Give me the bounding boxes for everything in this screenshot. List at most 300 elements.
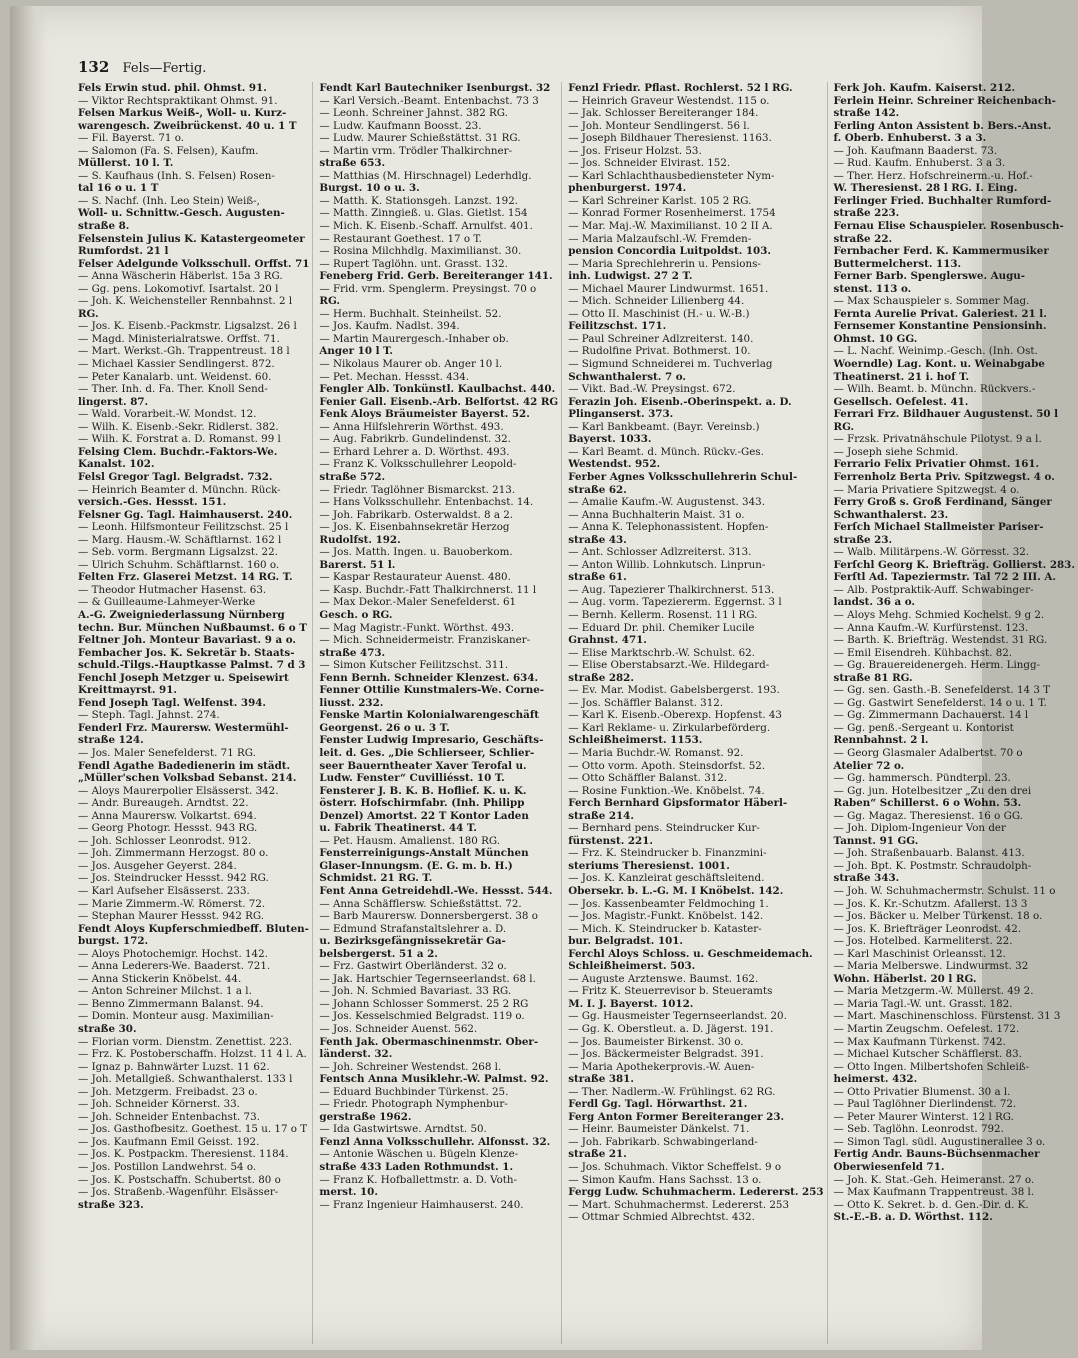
directory-entry-line: — Michael Maurer Lindwurmst. 1651. (568, 282, 769, 295)
directory-entry-line: — Ther. Nadlerm.-W. Frühlingst. 62 RG. (568, 1085, 776, 1098)
directory-entry-line: — Wilh. K. Eisenb.-Sekr. Ridlerst. 382. (78, 420, 279, 433)
directory-entry-line: Müllerst. 10 l. T. (78, 157, 174, 170)
directory-entry-line: — Fil. Bayerst. 71 o. (78, 132, 185, 145)
directory-entry-line: Fenn Bernh. Schneider Klenzest. 634. (319, 671, 539, 684)
directory-entry-line: — Martin Maurergesch.-Inhaber ob. (319, 332, 509, 345)
directory-entry-line: straße 124. (78, 734, 144, 747)
directory-entry-line: — Joh. Fabrikarb. Schwabingerland- (568, 1135, 758, 1148)
directory-entry-line: — Konrad Former Rosenheimerst. 1754 (568, 207, 776, 220)
directory-entry-line: — Franz K. Hofballettmstr. a. D. Voth- (319, 1173, 518, 1186)
directory-entry-line: — Gg. pens. Lokomotivf. Isartalst. 20 l (78, 282, 279, 295)
directory-entry-line: — Maria Melberswe. Lindwurmst. 32 (833, 960, 1029, 973)
directory-entry-line: „Müller'schen Volksbad Sebanst. 214. (78, 772, 297, 785)
directory-entry-line: — Restaurant Goethest. 17 o T. (319, 232, 482, 245)
directory-entry-line: Raben“ Schillerst. 6 o Wohn. 53. (833, 797, 1022, 810)
directory-entry-line: Barerst. 51 l. (319, 558, 396, 571)
directory-entry-line: — Jos. Kaufmann Emil Geisst. 192. (78, 1135, 260, 1148)
directory-entry-line: — Fritz K. Steuerrevisor b. Steueramts (568, 985, 773, 998)
directory-entry-line: Fernau Elise Schauspieler. Rosenbusch- (833, 220, 1064, 233)
directory-entry-line: — Gg. penß.-Sergeant u. Kontorist (833, 721, 1014, 734)
directory-entry-line: länderst. 32. (319, 1048, 393, 1061)
directory-entry-line: Ferrario Felix Privatier Ohmst. 161. (833, 458, 1040, 471)
directory-entry-line: — Eduard Dr. phil. Chemiker Lucile (568, 621, 755, 634)
directory-entry-line: — Franz K. Volksschullehrer Leopold- (319, 458, 517, 471)
page-header (78, 58, 206, 76)
directory-entry-line: — Ulrich Schuhm. Schäftlarnst. 160 o. (78, 558, 280, 571)
directory-entry-line: Fend Joseph Tagl. Welfenst. 394. (78, 696, 267, 709)
directory-entry-line: Theatinerst. 21 i. hof T. (833, 370, 970, 383)
scanned-page (10, 6, 1075, 1350)
directory-entry-line: — Jos. K. Kr.-Schutzm. Afallerst. 13 3 (833, 897, 1028, 910)
directory-entry-line: Ferlein Heinr. Schreiner Reichenbach- (833, 94, 1056, 107)
directory-entry-line: Fengler Alb. Tonkünstl. Kaulbachst. 440. (319, 383, 556, 396)
directory-entry-line: — Joh. Schreiner Westendst. 268 l. (319, 1060, 502, 1073)
directory-entry-line: Ferk Joh. Kaufm. Kaiserst. 212. (833, 82, 1016, 94)
directory-entry-line: — Nikolaus Maurer ob. Anger 10 l. (319, 358, 503, 371)
directory-entry-line: leit. d. Ges. „Die Schlierseer, Schlier- (319, 746, 535, 759)
directory-entry-line: — Anna K. Telephonassistent. Hopfen- (568, 521, 769, 534)
directory-entry-line: — Aug. vorm. Tapeziererm. Eggernst. 3 l (568, 596, 782, 609)
directory-entry-line: Fernsemer Konstantine Pensionsinh. (833, 320, 1047, 333)
directory-entry-line: straße 572. (319, 470, 386, 483)
directory-entry-line: Ferber Agnes Volksschullehrerin Schul- (568, 470, 798, 483)
directory-entry-line: — Maria Sprechlehrerin u. Pensions- (568, 257, 761, 270)
directory-entry-line: Felsenstein Julius K. Katastergeometer (78, 232, 305, 245)
directory-entry-line: — Erhard Lehrer a. D. Wörthst. 493. (319, 445, 510, 458)
directory-entry-line: — Jos. Maler Senefelderst. 71 RG. (78, 746, 256, 759)
directory-entry-line: Kreittmayrst. 91. (78, 684, 177, 697)
directory-entry-line: — Ignaz p. Bahnwärter Luzst. 11 62. (78, 1060, 270, 1073)
directory-entry-line: straße 30. (78, 1023, 137, 1036)
directory-entry-line: M. I. J. Bayerst. 1012. (568, 997, 694, 1010)
directory-entry-line: — Auguste Arztenswe. Baumst. 162. (568, 972, 759, 985)
directory-entry-line: — Karl Reklame- u. Zirkularbeförderg. (568, 721, 771, 734)
directory-entry-line: — Matth. K. Stationsgeh. Lanzst. 192. (319, 194, 519, 207)
directory-entry-line: — Jos. Matth. Ingen. u. Bauoberkom. (319, 546, 513, 559)
directory-entry-line: — Jos. Schäffler Balanst. 312. (568, 696, 724, 709)
directory-entry-line: — Wilh. Beamt. b. Münchn. Rückvers.- (833, 383, 1036, 396)
directory-entry-line: — Karl Maschinist Orleansst. 12. (833, 947, 1006, 960)
directory-entry-line: Fenk Aloys Bräumeister Bayerst. 52. (319, 408, 530, 421)
directory-entry-line: — Georg Photogr. Hessst. 943 RG. (78, 822, 258, 835)
directory-entry-line: — Frid. vrm. Spenglerm. Preysingst. 70 o (319, 282, 537, 295)
directory-entry-line: — Mag Magistr.-Funkt. Wörthst. 493. (319, 621, 515, 634)
directory-entry-line: — Rosina Milchhdlg. Maximilianst. 30. (319, 245, 522, 258)
directory-entry-line: — Frzsk. Privatnähschule Pilotyst. 9 a l. (833, 433, 1042, 446)
directory-entry-line: — Jos. Hotelbed. Karmeliterst. 22. (833, 935, 1013, 948)
directory-entry-line: A.-G. Zweigniederlassung Nürnberg (78, 608, 285, 621)
directory-entry-line: liusst. 232. (319, 696, 384, 709)
page-number: 132 (78, 58, 110, 76)
directory-entry-line: — Joseph siehe Schmid. (833, 445, 959, 458)
directory-entry-line: Westendst. 952. (568, 458, 661, 471)
directory-entry-line: — Frz. K. Postoberschaffn. Holzst. 11 4 l. A. (78, 1048, 307, 1061)
directory-entry-line: — Emil Eisendreh. Kühbachst. 82. (833, 646, 1013, 659)
directory-entry-line: Ferrari Frz. Bildhauer Augustenst. 50 l (833, 408, 1059, 421)
directory-entry-line: — Rosine Funktion.-We. Knöbelst. 74. (568, 784, 765, 797)
directory-entry-line: — Joh. Zimmermann Herzogst. 80 o. (78, 847, 269, 860)
directory-entry-line: — Max Kaufmann Trappentreust. 38 l. (833, 1186, 1035, 1199)
directory-entry-line: — Kasp. Buchdr.-Fatt Thalkirchnerst. 11 l (319, 583, 537, 596)
directory-entry-line: — Joh. K. Stat.-Geh. Heimeranst. 27 o. (833, 1173, 1035, 1186)
directory-entry-line: — Anna Maurersw. Volkartst. 694. (78, 809, 257, 822)
directory-entry-line: Fensterreinigungs-Anstalt München (319, 847, 529, 860)
directory-entry-line: schuld.-Tilgs.-Hauptkasse Palmst. 7 d 3 (78, 659, 306, 672)
directory-entry-line: pension Concordia Luitpoldst. 103. (568, 245, 771, 258)
directory-entry-line: — Karl Aufseher Elsässerst. 233. (78, 885, 250, 897)
directory-entry-line: Woll- u. Schnittw.-Gesch. Augusten- (78, 207, 285, 220)
directory-entry-line: Ferling Anton Assistent b. Bers.-Anst. (833, 119, 1052, 132)
directory-entry-line: u. Bezirksgefängnissekretär Ga- (319, 935, 506, 948)
directory-entry-line: Fenster Ludwig Impresario, Geschäfts- (319, 734, 544, 747)
directory-entry-line: Schmidst. 21 RG. T. (319, 872, 433, 885)
directory-entry-line: burgst. 172. (78, 935, 149, 948)
directory-entry-line: — Gg. Magaz. Theresienst. 16 o GG. (833, 809, 1023, 822)
directory-entry-line: tal 16 o u. 1 T (78, 182, 159, 195)
directory-entry-line: — Benno Zimmermann Balanst. 94. (78, 997, 264, 1010)
directory-entry-line: Fernbacher Ferd. K. Kammermusiker (833, 245, 1049, 258)
directory-entry-line: straße 473. (319, 646, 386, 659)
directory-entry-line: — Joh. Straßenbauarb. Balanst. 413. (833, 847, 1025, 860)
directory-entry-line: — Walb. Militärpens.-W. Görresst. 32. (833, 546, 1030, 559)
directory-entry-line: — Karl Versich.-Beamt. Entenbachst. 73 3 (319, 94, 539, 107)
directory-entry-line: — Anna Wäscherin Häberlst. 15a 3 RG. (78, 270, 283, 283)
directory-entry-line: f. Oberb. Enhuberst. 3 a 3. (833, 132, 987, 145)
directory-entry-line: Ferner Barb. Spenglerswe. Augu- (833, 270, 1026, 283)
directory-entry-line: — Florian vorm. Dienstm. Zenettist. 223. (78, 1035, 293, 1048)
directory-entry-line: — Jos. Schneider Elvirast. 152. (568, 157, 731, 170)
directory-entry-line: — Anna Stickerin Knöbelst. 44. (78, 972, 242, 985)
directory-entry-line: straße 62. (568, 483, 627, 496)
directory-entry-line: — Ev. Mar. Modist. Gabelsbergerst. 193. (568, 684, 780, 697)
directory-entry-line: — Simon Kaufm. Hans Sachsst. 13 o. (568, 1173, 762, 1186)
directory-entry-line: Fendt Aloys Kupferschmiedbeff. Bluten- (78, 922, 309, 935)
directory-entry-line: — Mich. Schneider Lilienberg 44. (568, 295, 745, 308)
directory-entry-line: RG. (833, 420, 855, 433)
directory-entry-line: Fenske Martin Kolonialwarengeschäft (319, 709, 540, 722)
directory-entry-line: Schwanthalerst. 7 o. (568, 370, 686, 383)
directory-entry-line: Ferſch Michael Stallmeister Pariser- (833, 521, 1044, 534)
directory-entry-line: u. Fabrik Theatinerst. 44 T. (319, 822, 477, 835)
directory-entry-line: — Magd. Ministerialratswe. Orffst. 71. (78, 332, 280, 345)
directory-entry-line: — Joh. Bpt. K. Postmstr. Schraudolph- (833, 859, 1032, 872)
directory-entry-line: — Joh. K. Weichensteller Rennbahnst. 2 l (78, 295, 293, 308)
directory-entry-line: — Joh. Schneider Körnerst. 33. (78, 1098, 240, 1111)
directory-entry-line: — Otto K. Sekret. b. d. Gen.-Dir. d. K. (833, 1198, 1029, 1211)
directory-entry-line: — Wald. Vorarbeit.-W. Mondst. 12. (78, 408, 257, 421)
directory-entry-line: Georgenst. 26 o u. 3 T. (319, 721, 450, 734)
directory-entry-line: — Edmund Strafanstaltslehrer a. D. (319, 922, 507, 935)
directory-entry-line: straße 282. (568, 671, 634, 684)
directory-entry-line: — Ther. Herz. Hofschreinerm.-u. Hof.- (833, 169, 1033, 182)
directory-entry-line: — Viktor Rechtspraktikant Ohmst. 91. (78, 94, 278, 107)
directory-entry-line: inh. Ludwigst. 27 2 T. (568, 270, 693, 283)
directory-entry-line: Woerndle) Lag. Kont. u. Weinabgabe (833, 358, 1045, 371)
directory-entry-line: — Stephan Maurer Hessst. 942 RG. (78, 910, 265, 923)
directory-entry-line: — Vikt. Bad.-W. Preysingst. 672. (568, 383, 736, 396)
directory-entry-line: — Joh. W. Schuhmachermstr. Schulst. 11 o (833, 885, 1056, 897)
directory-entry-line: Ferchl Aloys Schloss. u. Geschmeidemach. (568, 947, 813, 960)
directory-entry-line: Feltner Joh. Monteur Bavariast. 9 a o. (78, 634, 297, 647)
directory-entry-line: — Gg. Brauereidenergeh. Herm. Lingg- (833, 659, 1041, 672)
directory-entry-line: W. Theresienst. 28 l RG. I. Eing. (833, 182, 1018, 195)
directory-entry-line: Plinganserst. 373. (568, 408, 674, 421)
directory-entry-line: — Barb Maurersw. Donnersbergerst. 38 o (319, 910, 538, 923)
directory-entry-line: Felsner Gg. Tagl. Haimhauserst. 240. (78, 508, 293, 521)
directory-entry-line: — Jos. Straßenb.-Wagenführ. Elsässer- (78, 1186, 279, 1199)
directory-column-4 (834, 82, 1078, 1344)
directory-entry-line: — Jos. Schuhmach. Viktor Scheffelst. 9 o (568, 1161, 782, 1174)
directory-entry-line: — Johann Schlosser Sommerst. 25 2 RG (319, 997, 529, 1010)
directory-entry-line: Wohn. Häberlst. 20 l RG. (833, 972, 977, 985)
directory-entry-line: steriums Theresienst. 1001. (568, 859, 730, 872)
directory-entry-line: — Ida Gastwirtswe. Arndtst. 50. (319, 1123, 487, 1136)
directory-entry-line: — Amalie Kaufm.-W. Augustenst. 343. (568, 496, 765, 509)
directory-entry-line: — Jos. Steindrucker Hessst. 942 RG. (78, 872, 269, 885)
directory-entry-line: — & Guilleaume-Lahmeyer-Werke (78, 596, 256, 609)
directory-entry-line: Rudolfst. 192. (319, 533, 401, 546)
directory-entry-line: straße 142. (833, 107, 900, 120)
directory-entry-line: straße 23. (833, 533, 893, 546)
directory-entry-line: — Leonh. Schreiner Jahnst. 382 RG. (319, 107, 508, 120)
directory-entry-line: — Joh. Fabrikarb. Osterwaldst. 8 a 2. (319, 508, 514, 521)
directory-entry-line: belsbergerst. 51 a 2. (319, 947, 438, 960)
directory-entry-line: St.-E.-B. a. D. Wörthst. 112. (833, 1211, 993, 1224)
directory-entry-line: Fenchl Joseph Metzger u. Speisewirt (78, 671, 289, 684)
directory-entry-line: — Bernhard pens. Steindrucker Kur- (568, 822, 760, 835)
directory-entry-line: — Otto Ingen. Milbertshofen Schleiß- (833, 1060, 1030, 1073)
directory-entry-line: straße 381. (568, 1073, 634, 1086)
directory-column-3 (568, 82, 827, 1344)
directory-entry-line: Fenth Jak. Obermaschinenmstr. Ober- (319, 1035, 539, 1048)
directory-entry-line: Felser Adelgunde Volksschull. Orffst. 71 (78, 257, 310, 270)
directory-entry-line: — Gg. Hausmeister Tegernseerlandst. 20. (568, 1010, 787, 1023)
directory-entry-line: — Karl Bankbeamt. (Bayr. Vereinsb.) (568, 420, 760, 433)
directory-entry-line: Fenier Gall. Eisenb.-Arb. Belfortst. 42 RG (319, 395, 559, 408)
directory-entry-line: Schleißheimerst. 503. (568, 960, 696, 973)
directory-entry-line: Ferrenholz Berta Priv. Spitzwegst. 4 o. (833, 470, 1055, 483)
directory-entry-line: Ferſtl Ad. Tapeziermstr. Tal 72 2 III. A. (833, 571, 1056, 584)
directory-entry-line: — Joh. Diplom-Ingenieur Von der (833, 822, 1006, 835)
directory-entry-line: Ohmst. 10 GG. (833, 332, 918, 345)
directory-entry-line: — Simon Kutscher Feilitzschst. 311. (319, 659, 509, 672)
directory-entry-line: — Anna Lederers-We. Baaderst. 721. (78, 960, 271, 973)
directory-entry-line: — Ludw. Maurer Schießstättst. 31 RG. (319, 132, 521, 145)
directory-entry-line: Oberwiesenfeld 71. (833, 1161, 945, 1174)
directory-entry-line: — Seb. vorm. Bergmann Ligsalzst. 22. (78, 546, 278, 559)
directory-entry-line: — L. Nachf. Weinimp.-Gesch. (Inh. Ost. (833, 345, 1038, 358)
directory-entry-line: — Michael Kutscher Schäfflerst. 83. (833, 1048, 1022, 1061)
directory-entry-line: — Ottmar Schmied Albrechtst. 432. (568, 1211, 755, 1224)
directory-entry-line: — Maria Privatiere Spitzwegst. 4 o. (833, 483, 1020, 496)
directory-entry-line: Bayerst. 1033. (568, 433, 652, 446)
directory-entry-line: — Jos. Friseur Holzst. 53. (568, 144, 702, 157)
directory-entry-line: warengesch. Zweibrückenst. 40 u. 1 T (78, 119, 297, 132)
directory-entry-line: — Joh. Monteur Sendlingerst. 56 l. (568, 119, 750, 132)
directory-entry-line: — Mich. Schneidermeistr. Franziskaner- (319, 634, 531, 647)
directory-entry-line: österr. Hofschirmfabr. (Inh. Philipp (319, 797, 525, 810)
directory-entry-line: — Otto vorm. Apoth. Steinsdorfst. 52. (568, 759, 766, 772)
directory-entry-line: — Jos. K. Postschaffn. Schubertst. 80 o (78, 1173, 281, 1186)
directory-entry-line: Rennbahnst. 2 l. (833, 734, 929, 747)
directory-entry-line: — Ant. Schlosser Adlzreiterst. 313. (568, 546, 752, 559)
directory-entry-line: — Maria Malzaufschl.-W. Fremden- (568, 232, 752, 245)
directory-entry-line: — Gg. sen. Gasth.-B. Senefelderst. 14 3 T (833, 684, 1051, 697)
directory-entry-line: Schwanthalerst. 23. (833, 508, 949, 521)
directory-entry-line: — Gg. K. Oberstleut. a. D. Jägerst. 191. (568, 1023, 774, 1036)
directory-entry-line: — Jos. K. Postpackm. Theresienst. 1184. (78, 1148, 289, 1161)
directory-entry-line: fürstenst. 221. (568, 834, 653, 847)
directory-entry-line: straße 343. (833, 872, 900, 885)
directory-entry-line: — Martin vrm. Trödler Thalkirchner- (319, 144, 513, 157)
directory-entry-line: Fendt Karl Bautechniker Isenburgst. 32 (319, 82, 551, 94)
directory-entry-line: — Martin Zeugschm. Oefelest. 172. (833, 1023, 1020, 1036)
directory-entry-line: — Gg. Zimmermann Dachauerst. 14 l (833, 709, 1029, 722)
directory-entry-line: — Ludw. Kaufmann Boosst. 23. (319, 119, 482, 132)
directory-entry-line: Ferdl Gg. Tagl. Hörwarthst. 21. (568, 1098, 748, 1111)
directory-entry-line: — Barth. K. Briefträg. Westendst. 31 RG. (833, 634, 1048, 647)
directory-entry-line: — Joh. Schlosser Leonrodst. 912. (78, 834, 252, 847)
directory-entry-line: straße 21. (568, 1148, 627, 1161)
directory-entry-line: Rumfordst. 21 l (78, 245, 169, 258)
page-running-head: Fels—Fertig. (122, 61, 207, 76)
directory-entry-line: — Matth. Zinngieß. u. Glas. Gietlst. 154 (319, 207, 528, 220)
directory-entry-line: — Maria Tagl.-W. unt. Grasst. 182. (833, 997, 1013, 1010)
directory-entry-line: straße 43. (568, 533, 627, 546)
directory-entry-line: — Aug. Fabrikrb. Gundelindenst. 32. (319, 433, 511, 446)
directory-entry-line: RG. (78, 307, 99, 320)
directory-entry-line: Tannst. 91 GG. (833, 834, 919, 847)
directory-entry-line: — Jak. Hartschier Tegernseerlandst. 68 l. (319, 972, 536, 985)
directory-entry-line: Fembacher Jos. K. Sekretär b. Staats- (78, 646, 295, 659)
directory-entry-line: — Frz. Gastwirt Oberländerst. 32 o. (319, 960, 507, 973)
directory-entry-line: Kanalst. 102. (78, 458, 155, 471)
directory-entry-line: Burgst. 10 o u. 3. (319, 182, 420, 195)
directory-entry-line: — Hans Volksschullehr. Entenbachst. 14. (319, 496, 534, 509)
directory-entry-line: — Otto Schäffler Balanst. 312. (568, 772, 728, 785)
directory-entry-line: techn. Bur. München Nußbaumst. 6 o T (78, 621, 307, 634)
directory-entry-line: — Gg. hammersch. Pündterpl. 23. (833, 772, 1011, 785)
directory-entry-line: — Maria Buchdr.-W. Romanst. 92. (568, 746, 744, 759)
directory-entry-line: — Karl Schreiner Karlst. 105 2 RG. (568, 194, 752, 207)
directory-entry-line: — Jos. K. Eisenbahnsekretär Herzog (319, 521, 510, 534)
directory-entry-line: — Jos. Kassenbeamter Feldmoching 1. (568, 897, 769, 910)
directory-entry-line: — Pet. Mechan. Hessst. 434. (319, 370, 470, 383)
directory-entry-line: — Jos. Baumeister Birkenst. 30 o. (568, 1035, 744, 1048)
directory-entry-line: — S. Nachf. (Inh. Leo Stein) Weiß-, (78, 194, 260, 207)
directory-entry-line: — Max Dekor.-Maler Senefelderst. 61 (319, 596, 517, 609)
directory-entry-line: — Andr. Bureaugeh. Arndtst. 22. (78, 797, 249, 810)
directory-entry-line: Grahnst. 471. (568, 634, 647, 647)
directory-entry-line: — Ther. Inh. d. Fa. Ther. Knoll Send- (78, 383, 268, 396)
directory-entry-line: — Joh. N. Schmied Bavariast. 33 RG. (319, 985, 512, 998)
directory-entry-line: seer Bauerntheater Xaver Terofal u. (319, 759, 527, 772)
directory-entry-line: — Aloys Mehg. Schmied Kochelst. 9 g 2. (833, 608, 1045, 621)
directory-entry-line: — Jos. Kesselschmied Belgradst. 119 o. (319, 1010, 525, 1023)
directory-entry-line: Ferg Anton Former Bereiteranger 23. (568, 1110, 785, 1123)
directory-entry-line: — Joh. Schneider Entenbachst. 73. (78, 1110, 260, 1123)
directory-entry-line: stenst. 113 o. (833, 282, 912, 295)
directory-entry-line: Fent Anna Getreidehdl.-We. Hessst. 544. (319, 885, 553, 897)
directory-entry-line: Fentsch Anna Musiklehr.-W. Palmst. 92. (319, 1073, 549, 1086)
directory-entry-line: gerstraße 1962. (319, 1110, 412, 1123)
directory-entry-line: — Alb. Postpraktik-Auff. Schwabinger- (833, 583, 1034, 596)
directory-entry-line: — Heinrich Beamter d. Münchn. Rück- (78, 483, 281, 496)
directory-entry-line: — Aloys Photochemigr. Hochst. 142. (78, 947, 268, 960)
directory-entry-line: Felsing Clem. Buchdr.-Faktors-We. (78, 445, 278, 458)
directory-entry-line: — Aloys Maurerpolier Elsässerst. 342. (78, 784, 279, 797)
directory-entry-line: — Otto II. Maschinist (H.- u. W.-B.) (568, 307, 750, 320)
directory-entry-line: — Mart. Werkst.-Gh. Trappentreust. 18 l (78, 345, 290, 358)
directory-entry-line: Fenner Ottilie Kunstmalers-We. Corne- (319, 684, 545, 697)
directory-entry-line: — Jos. K. Briefträger Leonrodst. 42. (833, 922, 1022, 935)
directory-entry-line: — Gg. Gastwirt Senefelderst. 14 o u. 1 T. (833, 696, 1047, 709)
directory-entry-line: Fenderl Frz. Maurersw. Westermühl- (78, 721, 289, 734)
directory-entry-line: heimerst. 432. (833, 1073, 918, 1086)
directory-entry-line: — Jos. Bäcker u. Melber Türkenst. 18 o. (833, 910, 1043, 923)
directory-entry-line: — Anna Hilfslehrerin Wörthst. 493. (319, 420, 504, 433)
directory-entry-line: — Frz. K. Steindrucker b. Finanzmini- (568, 847, 767, 860)
directory-entry-line: — Wilh. K. Forstrat a. D. Romanst. 99 l (78, 433, 281, 446)
directory-entry-line: — Mich. K. Steindrucker b. Kataster- (568, 922, 762, 935)
directory-entry-line: RG. (319, 295, 340, 308)
directory-entry-line: Felten Frz. Glaserei Metzst. 14 RG. T. (78, 571, 293, 584)
directory-entry-line: — Salomon (Fa. S. Felsen), Kaufm. (78, 144, 259, 157)
directory-entry-line: straße 214. (568, 809, 634, 822)
directory-entry-line: — Jos. Schneider Auenst. 562. (319, 1023, 478, 1036)
directory-entry-line: Fendl Agathe Badedienerin im städt. (78, 759, 291, 772)
directory-entry-line: — Mar. Maj.-W. Maximilianst. 10 2 II A. (568, 220, 773, 233)
directory-entry-line: — Anton Schreiner Milchst. 1 a l. (78, 985, 252, 998)
directory-entry-line: — Paul Taglöhner Dierlindenst. 72. (833, 1098, 1017, 1111)
directory-entry-line: straße 653. (319, 157, 386, 170)
directory-entry-line: — Max Schauspieler s. Sommer Mag. (833, 295, 1030, 308)
directory-entry-line: — Steph. Tagl. Jahnst. 274. (78, 709, 220, 722)
directory-entry-line: — Otto Privatier Blumenst. 30 a l. (833, 1085, 1011, 1098)
directory-columns (78, 82, 1075, 1344)
directory-entry-line: — Mart. Maschinenschloss. Fürstenst. 31 3 (833, 1010, 1061, 1023)
directory-entry-line: — S. Kaufhaus (Inh. S. Felsen) Rosen- (78, 169, 275, 182)
directory-entry-line: — Antonie Wäschen u. Bügeln Klenze- (319, 1148, 519, 1161)
directory-column-1 (78, 82, 313, 1344)
directory-entry-line: versich.-Ges. Hessst. 151. (78, 496, 227, 509)
directory-entry-line: Fels Erwin stud. phil. Ohmst. 91. (78, 82, 267, 94)
directory-entry-line: — Jak. Schlosser Bereiteranger 184. (568, 107, 759, 120)
directory-entry-line: merst. 10. (319, 1186, 378, 1199)
directory-entry-line: — Rupert Taglöhn. unt. Grasst. 132. (319, 257, 508, 270)
directory-entry-line: — Seb. Taglöhn. Leonrodst. 792. (833, 1123, 1004, 1136)
directory-entry-line: straße 223. (833, 207, 900, 220)
directory-entry-line: — Jos. Magistr.-Funkt. Knöbelst. 142. (568, 910, 764, 923)
directory-entry-line: — Jos. Bäckermeister Belgradst. 391. (568, 1048, 764, 1061)
directory-entry-line: Ferry Groß s. Groß Ferdinand, Sänger (833, 496, 1052, 509)
directory-entry-line: — Karl Schlachthausbediensteter Nym- (568, 169, 775, 182)
directory-entry-line: Glaser-Innungsm. (E. G. m. b. H.) (319, 859, 513, 872)
directory-entry-line: — Jos. Postillon Landwehrst. 54 o. (78, 1161, 257, 1174)
directory-entry-line: — Domin. Monteur ausg. Maximilian- (78, 1010, 274, 1023)
directory-entry-line: — Mich. K. Eisenb.-Schaff. Arnulfst. 401. (319, 220, 533, 233)
directory-entry-line: straße 8. (78, 220, 130, 233)
directory-entry-line: — Paul Schreiner Adlzreiterst. 140. (568, 332, 754, 345)
directory-entry-line: — Friedr. Photograph Nymphenbur- (319, 1098, 508, 1111)
directory-entry-line: landst. 36 a o. (833, 596, 915, 609)
directory-entry-line: — Mart. Schuhmachermst. Ledererst. 253 (568, 1198, 790, 1211)
directory-entry-line: — Anton Willib. Lohnkutsch. Linprun- (568, 558, 766, 571)
directory-entry-line: straße 433 Laden Rothmundst. 1. (319, 1161, 514, 1174)
directory-entry-line: — Jos. Ausgeher Geyerst. 284. (78, 859, 237, 872)
directory-entry-line: Gesellsch. Oefelest. 41. (833, 395, 969, 408)
directory-entry-line: — Marie Zimmerm.-W. Römerst. 72. (78, 897, 266, 910)
